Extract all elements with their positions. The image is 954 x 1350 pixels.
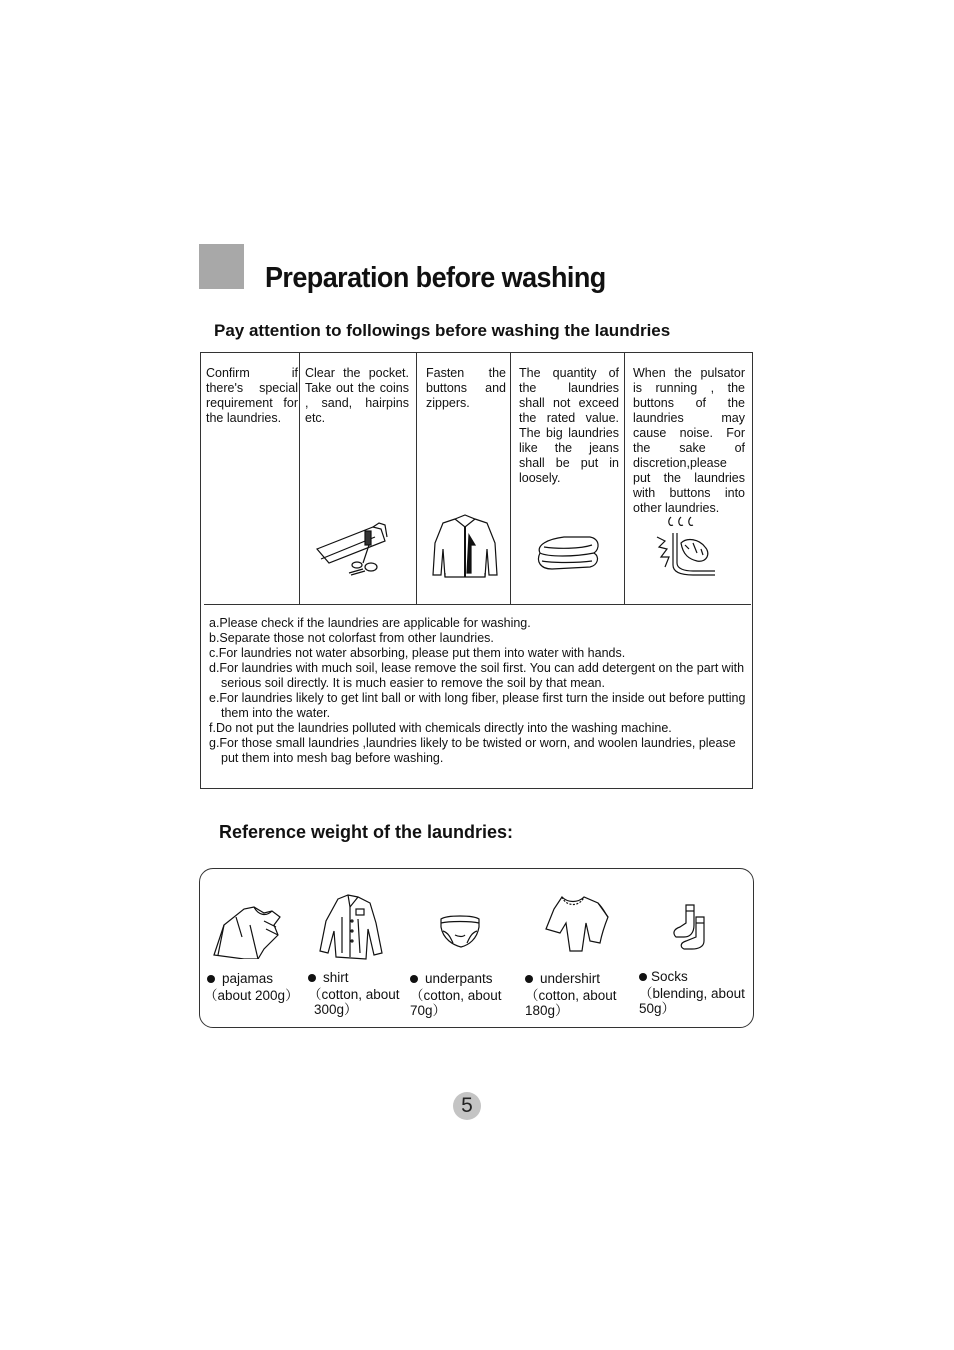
- tip-cell: Clear the pocket. Take out the coins , sand, hairpins etc.: [305, 366, 409, 425]
- item-label: undershirt: [540, 971, 601, 986]
- underpants-icon: [437, 913, 483, 951]
- shirt-icon: [318, 893, 384, 961]
- weight-item-pajamas: [204, 971, 299, 1003]
- undershirt-icon: [544, 893, 610, 953]
- item-label: pajamas: [222, 971, 274, 986]
- socks-icon: [672, 903, 708, 951]
- note-item: e.For laundries likely to get lint ball or with long fiber, please first turn the inside out before putting them into the water.: [209, 691, 746, 720]
- subtitle: Pay attention to followings before washing the laundries: [214, 321, 671, 340]
- note-item: a.Please check if the laundries are applicable for washing.: [209, 616, 531, 630]
- note-item: d.For laundries with much soil, lease remove the soil first. You can add detergent on the part with serious soil directly. It is much easier to remove the soil by that mean.: [209, 661, 745, 690]
- weight-item-socks: [639, 969, 751, 1016]
- folded-jeans-icon: [534, 531, 602, 575]
- weight-item-undershirt: [525, 971, 625, 1018]
- bullet-icon: [639, 973, 647, 981]
- notes-list: [209, 616, 754, 766]
- tip-cell: Confirm if there's special requirement for the laundries.: [206, 366, 298, 425]
- item-weight: （cotton, about 180g）: [525, 988, 617, 1018]
- bullet-icon: [410, 975, 418, 983]
- weight-item-shirt: [308, 970, 414, 1017]
- column-divider: [299, 353, 300, 605]
- item-label: Socks: [651, 969, 688, 984]
- note-item: c.For laundries not water absorbing, please put them into water with hands.: [209, 646, 626, 660]
- bullet-icon: [207, 975, 215, 983]
- note-item: g.For those small laundries ,laundries likely to be twisted or worn, and woolen laundries, please put them into mesh bag before washing.: [209, 736, 736, 765]
- pocket-items-icon: [313, 519, 393, 579]
- weight-item-underpants: [410, 971, 510, 1018]
- item-weight: （blending, about 50g）: [639, 986, 745, 1016]
- page-title: Preparation before washing: [265, 262, 606, 294]
- weights-panel: [199, 868, 754, 1028]
- pajamas-icon: [210, 903, 284, 959]
- item-weight: （cotton, about 300g）: [308, 987, 400, 1017]
- item-weight: （cotton, about 70g）: [410, 988, 502, 1018]
- zipped-jacket-icon: [431, 513, 501, 581]
- item-label: underpants: [425, 971, 493, 986]
- item-label: shirt: [323, 970, 349, 985]
- section-marker: [199, 244, 244, 289]
- bullet-icon: [308, 974, 316, 982]
- reference-title: Reference weight of the laundries:: [219, 822, 514, 842]
- tips-table: [200, 352, 753, 789]
- tip-cell: Fasten the buttons and zippers.: [426, 366, 506, 410]
- column-divider: [416, 353, 417, 605]
- note-item: f.Do not put the laundries polluted with chemicals directly into the washing machine.: [209, 721, 672, 735]
- bullet-icon: [525, 975, 533, 983]
- row-divider: [204, 604, 751, 605]
- column-divider: [510, 353, 511, 605]
- noisy-drum-icon: [653, 513, 723, 579]
- note-item: b.Separate those not colorfast from other laundries.: [209, 631, 494, 645]
- page-number: 5: [453, 1092, 481, 1120]
- item-weight: （about 200g）: [204, 988, 299, 1003]
- tip-cell: When the pulsator is running , the buttons of the laundries may cause noise. For the sake of discretion,please put the laundries with buttons into other laundries.: [633, 366, 745, 515]
- column-divider: [624, 353, 625, 605]
- tip-cell: The quantity of the laundries shall not exceed the rated value. The big laundries like the jeans shall be put in loosely.: [519, 366, 619, 485]
